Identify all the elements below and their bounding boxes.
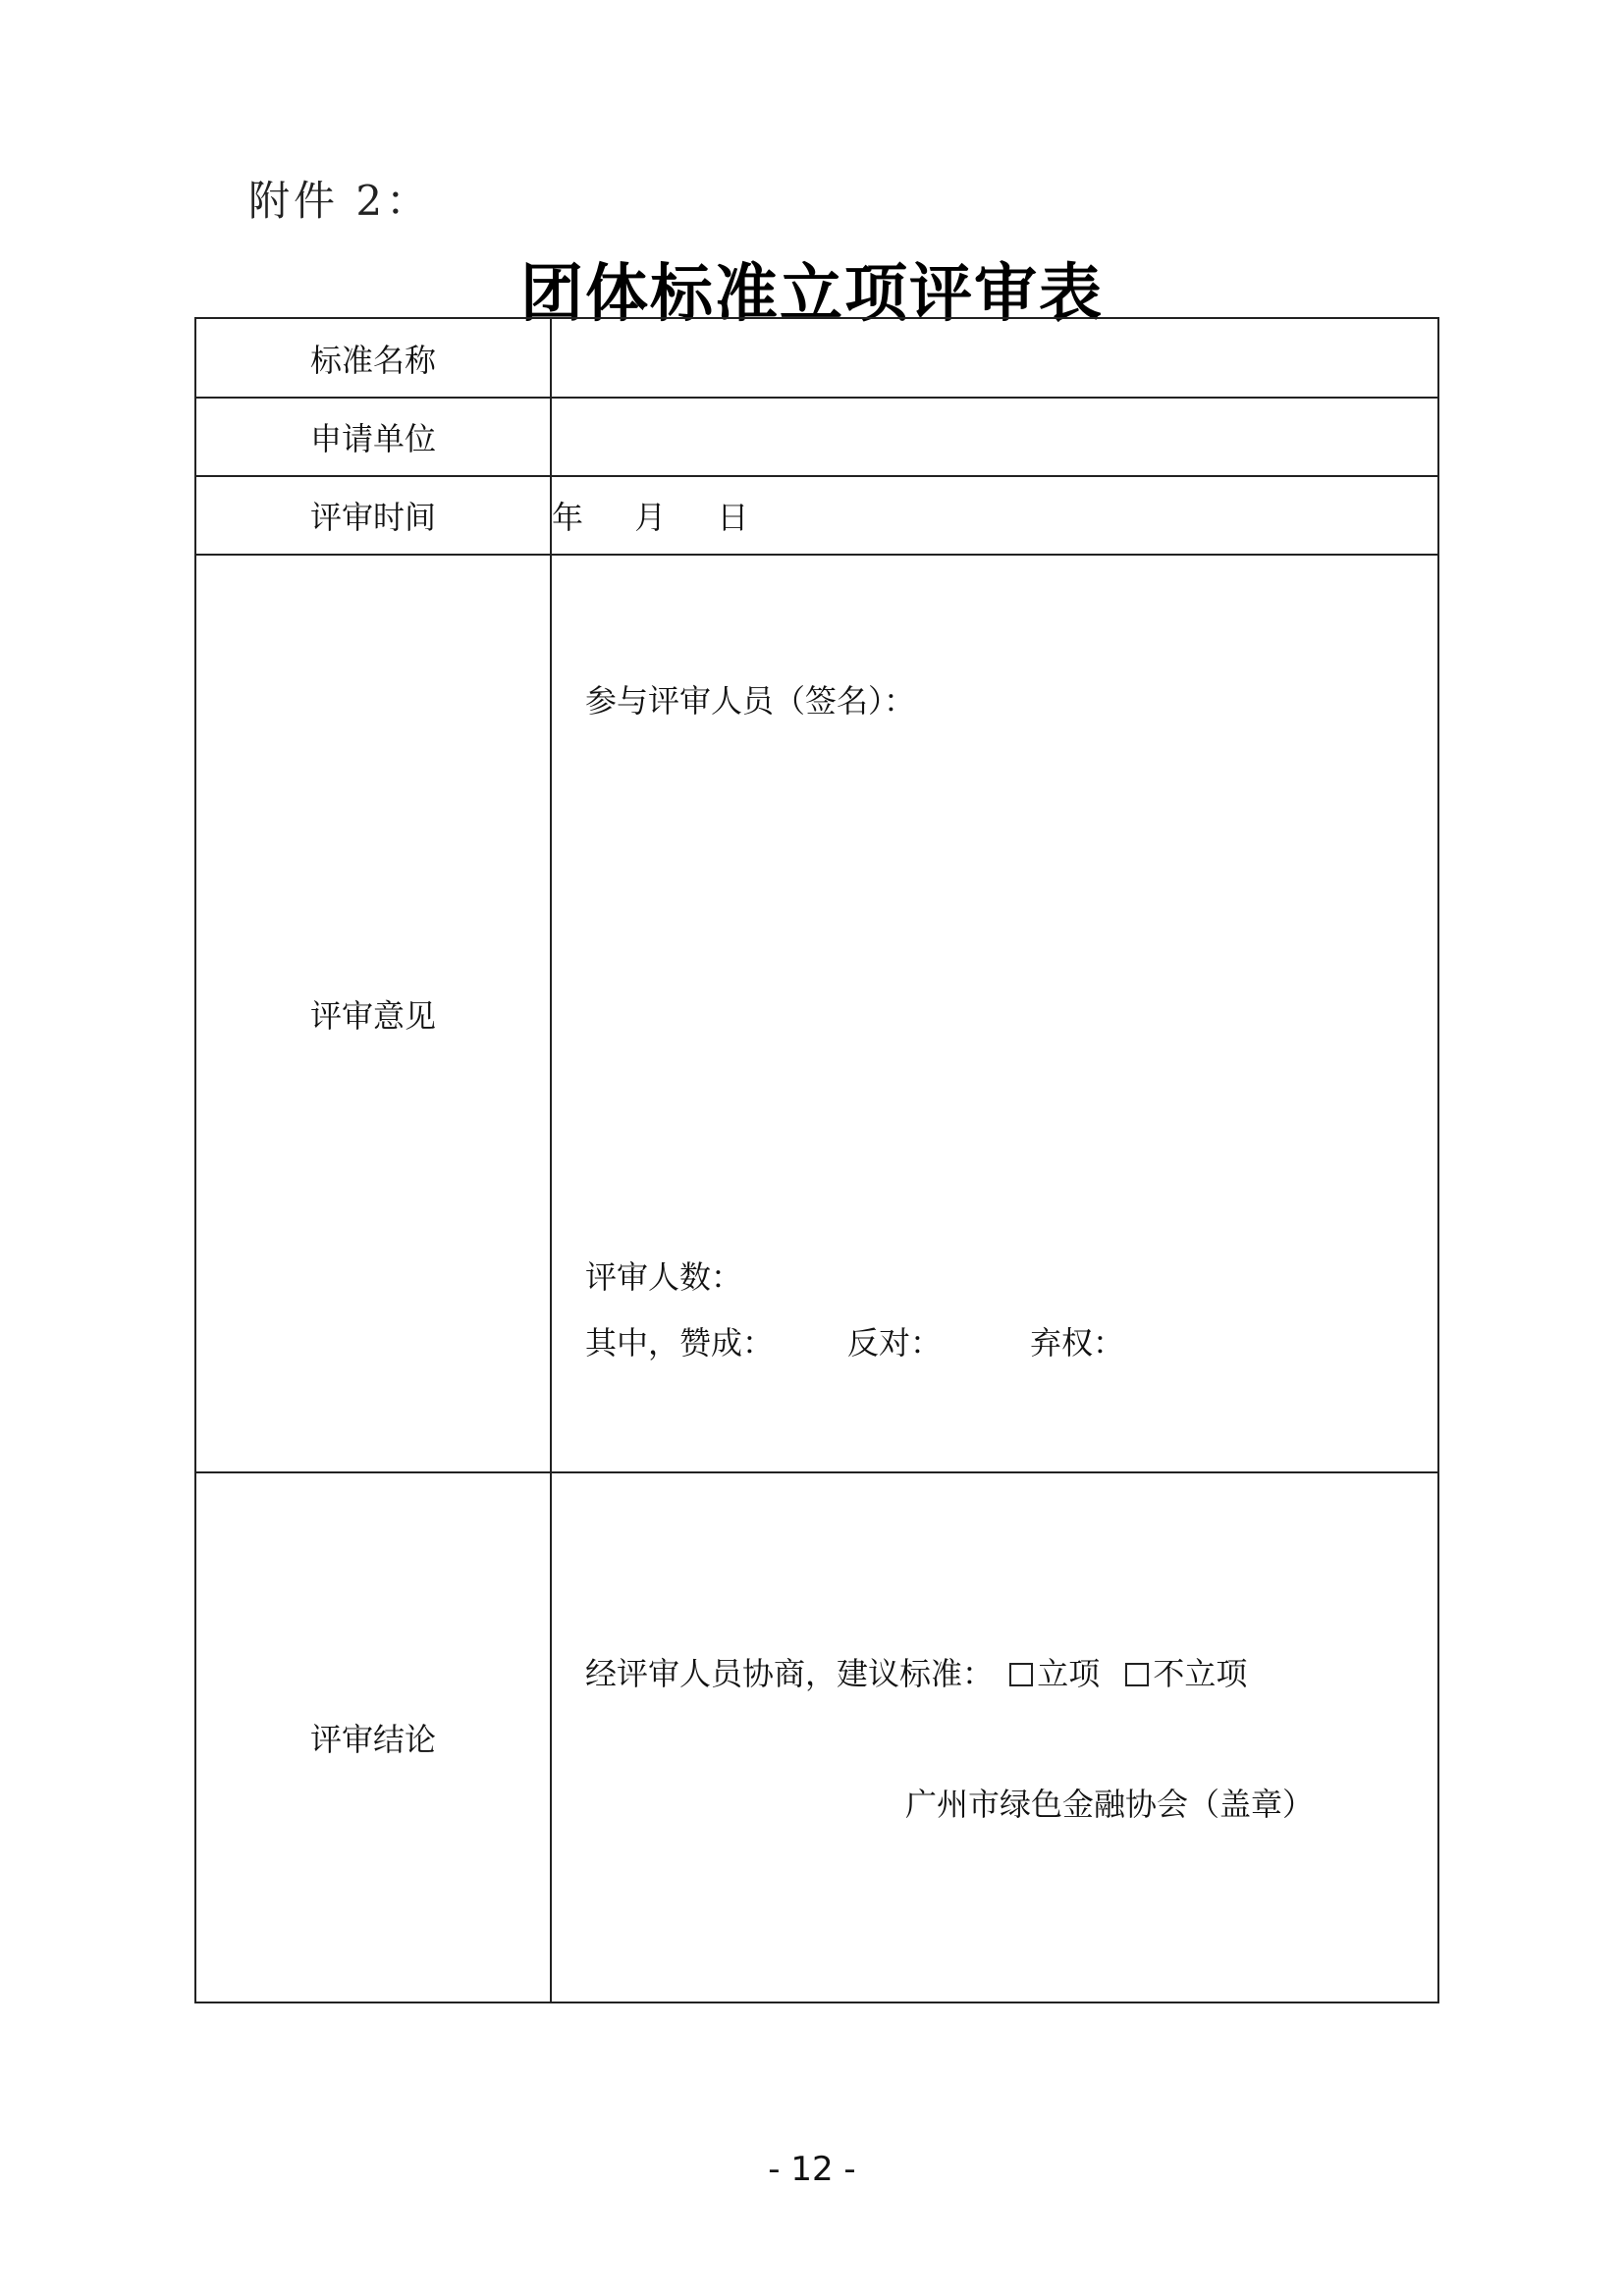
row-review-conclusion: [195, 1472, 1438, 2002]
applicant-field[interactable]: [551, 398, 1438, 476]
day-label: 日: [717, 499, 749, 536]
association-seal-text: 广州市绿色金融协会（盖章）: [905, 1786, 1315, 1823]
attachment-label: 附件 2：: [248, 177, 432, 225]
year-label: 年: [552, 499, 584, 536]
reject-checkbox[interactable]: [1125, 1663, 1149, 1686]
standard-name-label: 标准名称: [195, 318, 551, 398]
page-title: 团体标准立项评审表: [520, 258, 1104, 331]
reviewer-count-label: 评审人数：: [585, 1258, 743, 1296]
page-number: - 12 -: [768, 2150, 856, 2189]
votes-abstain-label: 弃权：: [1030, 1324, 1125, 1362]
conclusion-sentence: 经评审人员协商，建议标准：: [585, 1655, 995, 1692]
row-review-time: [195, 476, 1438, 555]
applicant-label: 申请单位: [195, 398, 551, 476]
votes-against-label: 反对：: [847, 1324, 943, 1362]
review-time-field[interactable]: [551, 476, 1438, 555]
row-standard-name: [195, 318, 1438, 398]
review-form-table: [194, 317, 1439, 2003]
row-review-opinion: [195, 555, 1438, 1472]
review-conclusion-label: 评审结论: [195, 1472, 551, 2002]
standard-name-field[interactable]: [551, 318, 1438, 398]
approve-checkbox[interactable]: [1009, 1663, 1033, 1686]
month-label: 月: [634, 499, 667, 536]
review-opinion-field[interactable]: [551, 555, 1438, 1472]
review-time-label: 评审时间: [195, 476, 551, 555]
votes-in-favor-label: 其中，赞成：: [585, 1324, 775, 1362]
row-applicant: [195, 398, 1438, 476]
approve-option-label: 立项: [1037, 1655, 1101, 1692]
review-opinion-label: 评审意见: [195, 555, 551, 1472]
conclusion-sentence-line: [585, 1649, 1247, 1694]
review-conclusion-field: [551, 1472, 1438, 2002]
reject-option-label: 不立项: [1153, 1655, 1248, 1692]
participants-signature-label: 参与评审人员（签名）：: [585, 682, 916, 720]
